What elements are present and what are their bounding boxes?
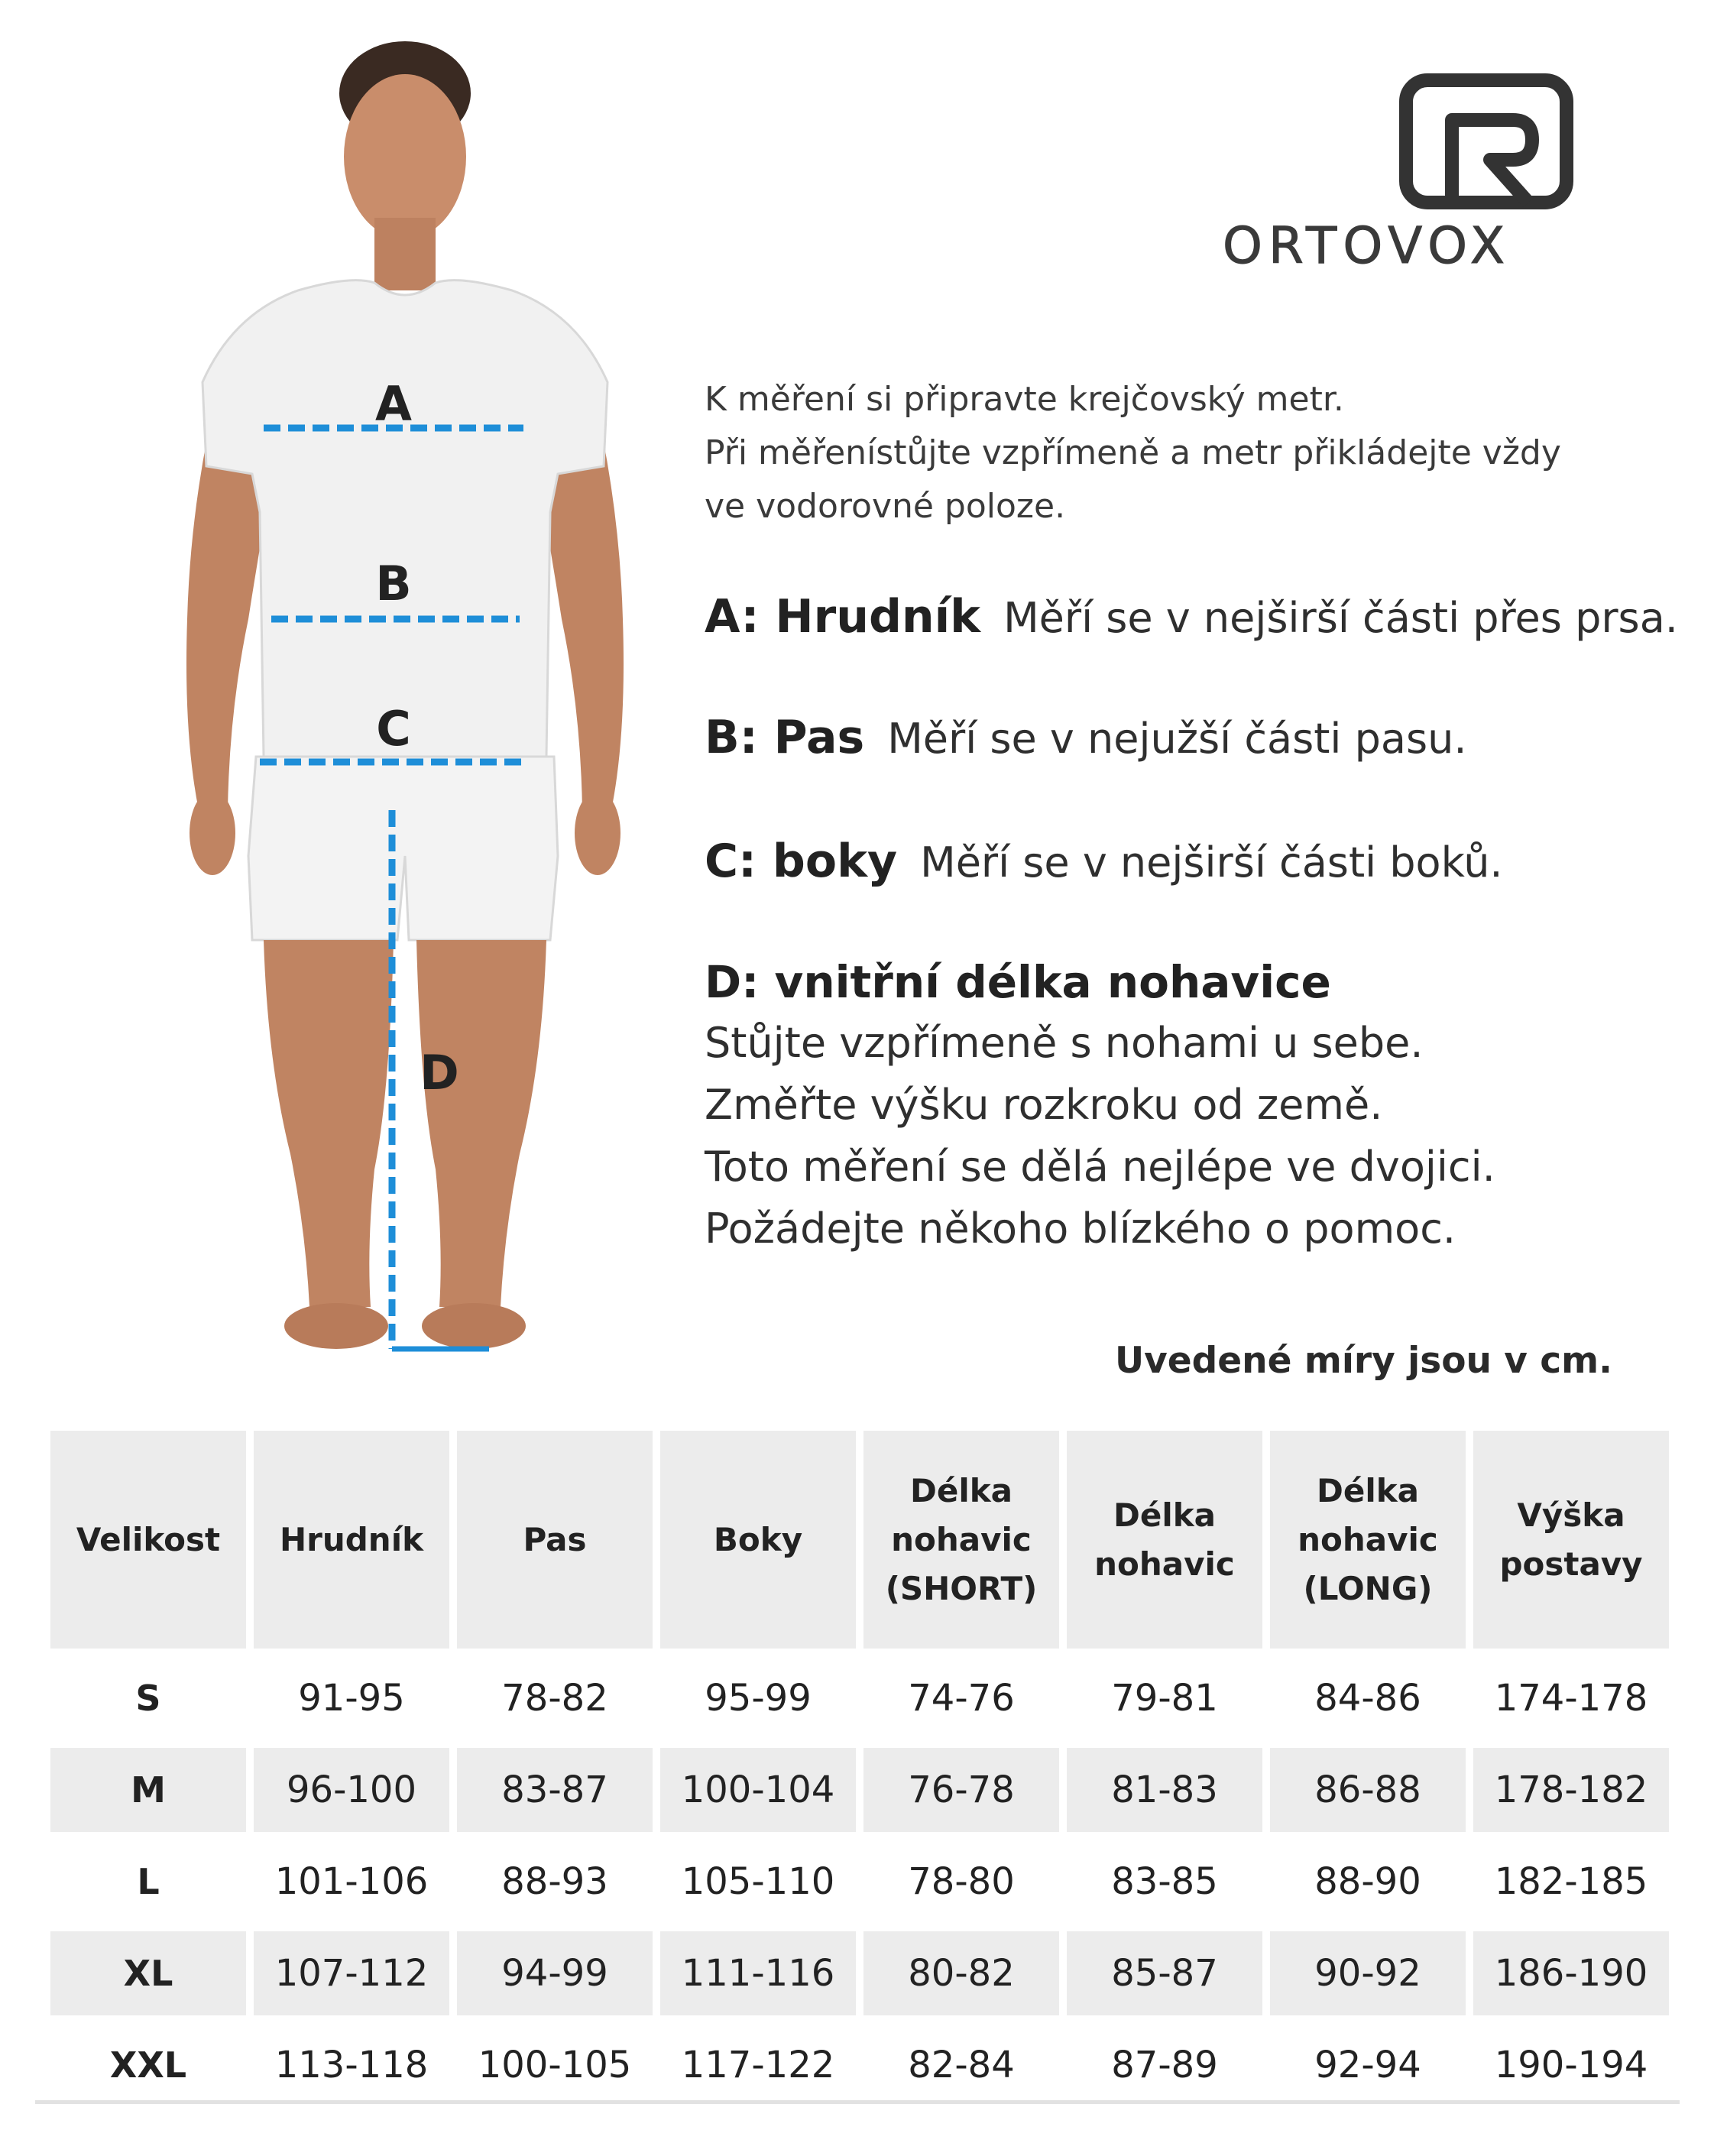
shorts	[248, 757, 558, 940]
neck	[374, 218, 436, 290]
table-cell: 83-87	[457, 1748, 653, 1832]
table-cell: 88-93	[501, 1860, 608, 1903]
measure-c-key: C: boky	[705, 835, 898, 888]
table-cell: 87-89	[1111, 2044, 1218, 2086]
right-leg	[264, 940, 394, 1307]
table-cell: 95-99	[705, 1677, 812, 1720]
table-cell: 81-83	[1067, 1748, 1262, 1832]
header-cell: Boky	[660, 1431, 856, 1649]
man-illustration	[145, 23, 634, 1399]
table-cell: S	[135, 1678, 161, 1719]
table-cell: 80-82	[863, 1931, 1059, 2015]
table-cell: 78-82	[501, 1677, 608, 1720]
unit-note: Uvedené míry jsou v cm.	[1114, 1340, 1612, 1382]
table-cell: 86-88	[1270, 1748, 1466, 1832]
table-cell: 182-185	[1494, 1860, 1648, 1903]
table-cell: XL	[50, 1931, 246, 2015]
table-cell: 92-94	[1314, 2044, 1421, 2086]
measurement-figure	[145, 23, 634, 1399]
intro-line: Při měřenístůjte vzpřímeně a metr přikládejte vždy	[705, 433, 1561, 472]
measure-c-text: Měří se v nejširší části boků.	[920, 838, 1503, 887]
table-cell: XXL	[109, 2044, 187, 2086]
table-cell: 84-86	[1314, 1677, 1421, 1720]
table-cell: 78-80	[908, 1860, 1015, 1903]
label-a: A	[375, 376, 412, 432]
table-cell: 174-178	[1494, 1677, 1648, 1720]
table-row	[50, 1840, 1669, 1924]
head	[344, 74, 466, 239]
header-cell: Hrudník	[254, 1431, 449, 1649]
header-cell: Délka nohavic (LONG)	[1270, 1431, 1466, 1649]
table-row	[50, 1748, 1669, 1832]
left-leg	[416, 940, 546, 1307]
measure-d-key: D: vnitřní délka nohavice	[705, 956, 1331, 1008]
table-cell: 74-76	[908, 1677, 1015, 1720]
brand-name: ORTOVOX	[1223, 216, 1511, 275]
measure-d	[705, 952, 1660, 1260]
measure-d-line: Toto měření se dělá nejlépe ve dvojici.	[705, 1143, 1495, 1191]
intro-line: K měření si připravte krejčovský metr.	[705, 380, 1344, 419]
header-cell: Pas	[457, 1431, 653, 1649]
left-foot	[422, 1303, 526, 1349]
table-cell: 113-118	[274, 2044, 429, 2086]
table-cell: 88-90	[1314, 1860, 1421, 1903]
table-cell: 100-105	[478, 2044, 632, 2086]
table-cell: 105-110	[681, 1860, 835, 1903]
measure-a-text: Měří se v nejširší části přes prsa.	[1003, 594, 1678, 642]
right-hand	[190, 791, 235, 875]
table-cell: 107-112	[254, 1931, 449, 2015]
label-c: C	[376, 701, 411, 757]
label-d: D	[420, 1045, 459, 1101]
measure-b	[705, 711, 1667, 764]
table-cell: 94-99	[457, 1931, 653, 2015]
table-row	[50, 2023, 1669, 2107]
ortovox-logo	[1223, 73, 1605, 279]
table-cell: 79-81	[1111, 1677, 1218, 1720]
table-cell: 101-106	[274, 1860, 429, 1903]
bottom-divider	[35, 2100, 1680, 2104]
intro-line: ve vodorovné poloze.	[705, 487, 1066, 526]
measure-b-text: Měří se v nejužší části pasu.	[887, 715, 1467, 763]
intro-text	[705, 373, 1622, 533]
measure-a	[705, 590, 1678, 644]
measure-d-line: Změřte výšku rozkroku od země.	[705, 1081, 1383, 1129]
measure-c	[705, 835, 1667, 888]
table-cell: 96-100	[254, 1748, 449, 1832]
table-header-row	[50, 1431, 1669, 1649]
table-cell: 91-95	[298, 1677, 405, 1720]
measure-b-key: B: Pas	[705, 711, 865, 764]
table-cell: 100-104	[660, 1748, 856, 1832]
size-table	[43, 1423, 1677, 2115]
table-cell: 83-85	[1111, 1860, 1218, 1903]
table-cell: 76-78	[863, 1748, 1059, 1832]
logo-mark-icon	[1398, 73, 1574, 210]
measure-a-key: A: Hrudník	[705, 590, 981, 644]
table-cell: 82-84	[908, 2044, 1015, 2086]
right-foot	[284, 1303, 388, 1349]
table-cell: L	[137, 1861, 160, 1902]
left-hand	[575, 791, 620, 875]
measure-d-line: Požádejte někoho blízkého o pomoc.	[705, 1204, 1456, 1253]
table-cell: 190-194	[1494, 2044, 1648, 2086]
header-cell: Výška postavy	[1473, 1431, 1669, 1649]
table-cell: 90-92	[1270, 1931, 1466, 2015]
label-b: B	[375, 556, 412, 611]
table-cell: M	[50, 1748, 246, 1832]
table-cell: 117-122	[681, 2044, 835, 2086]
t-shirt	[203, 280, 608, 757]
table-cell: 85-87	[1067, 1931, 1262, 2015]
table-row	[50, 1931, 1669, 2015]
header-cell: Velikost	[50, 1431, 246, 1649]
table-cell: 111-116	[660, 1931, 856, 2015]
table-cell: 178-182	[1473, 1748, 1669, 1832]
measure-d-line: Stůjte vzpřímeně s nohami u sebe.	[705, 1019, 1424, 1067]
table-cell: 186-190	[1473, 1931, 1669, 2015]
header-cell: Délka nohavic (SHORT)	[863, 1431, 1059, 1649]
header-cell: Délka nohavic	[1067, 1431, 1262, 1649]
table-row	[50, 1656, 1669, 1740]
